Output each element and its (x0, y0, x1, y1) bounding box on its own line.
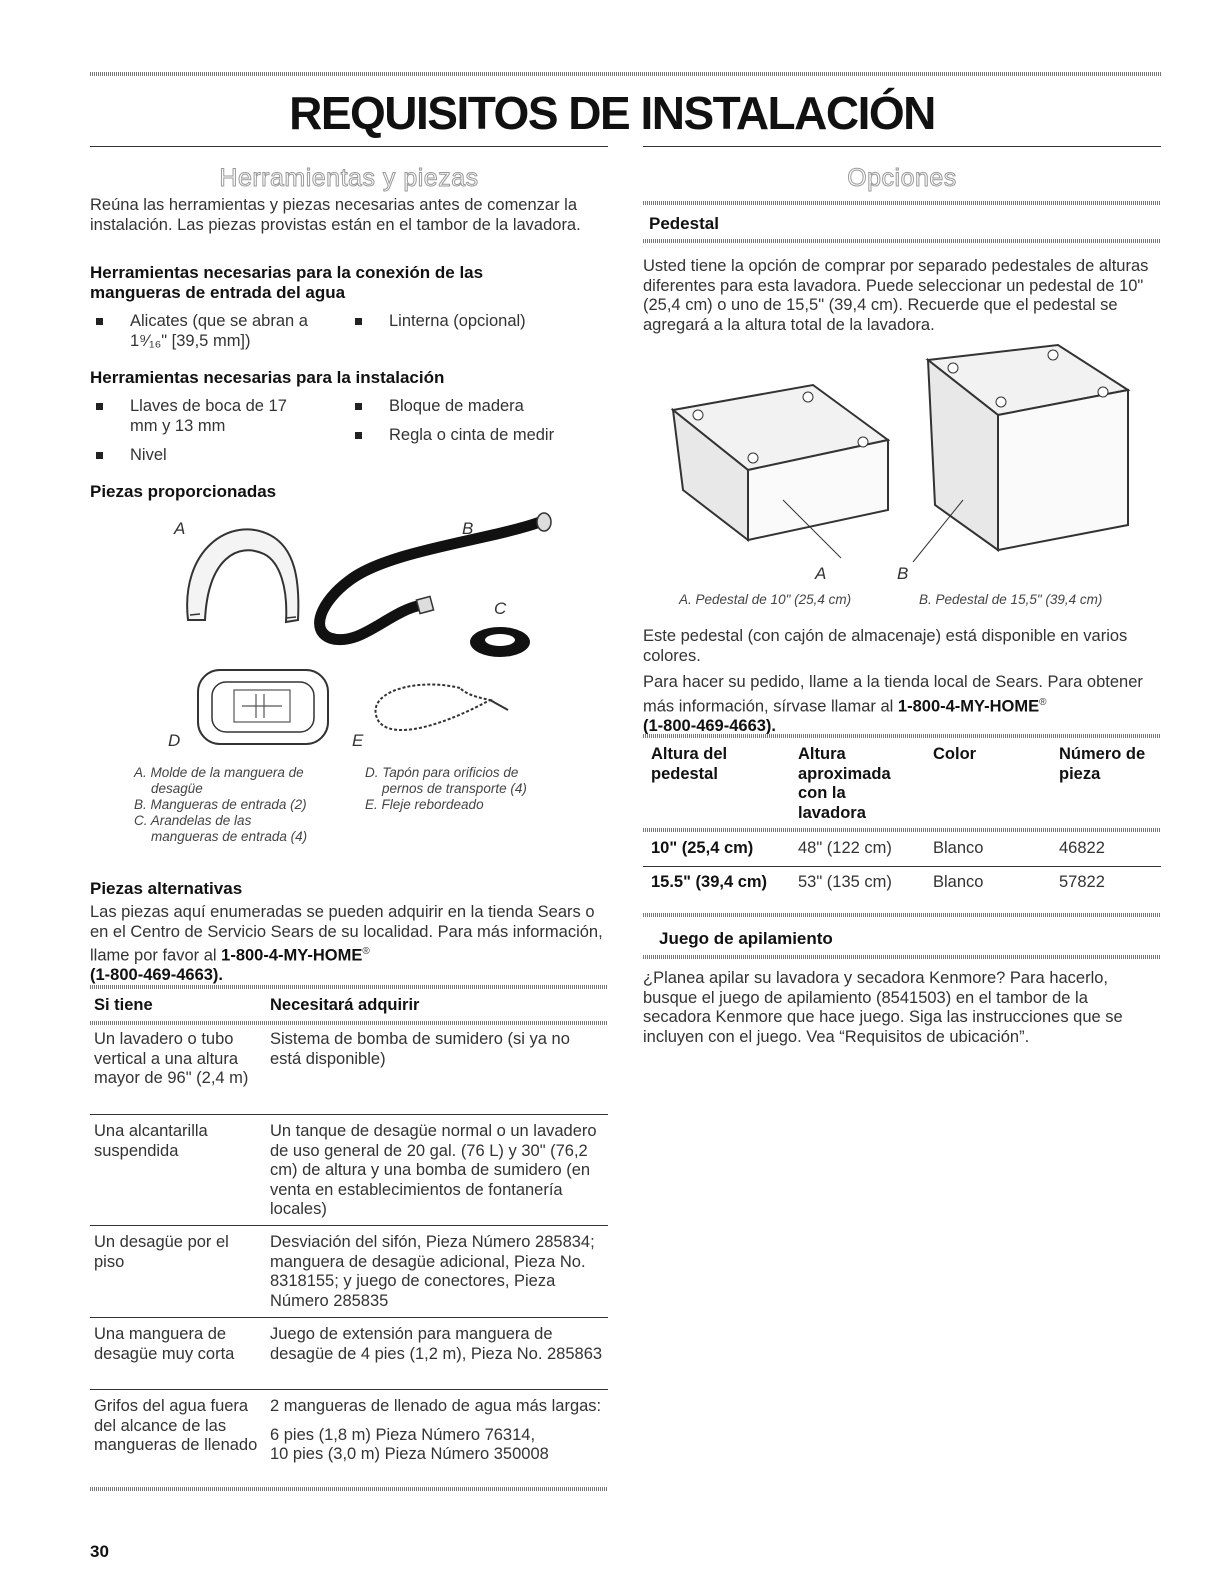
pedestal-label: B (897, 564, 909, 583)
pedestal-table-header: Número de pieza (1059, 745, 1146, 783)
pedestal-order-text: Para hacer su pedido, llame a la tienda local de Sears. Para obtener más información, sírvase llamar al 1-800-4-MY-HOME® (1-800-469-4663). (643, 673, 1143, 735)
tool-item: Regla o cinta de medir (349, 426, 599, 446)
pedestal-table-cell: 53" (135 cm) (798, 873, 892, 891)
alt-table-top-rule (90, 985, 608, 989)
alt-table-header: Necesitará adquirir (270, 996, 420, 1014)
alternative-parts-text: Las piezas aquí enumeradas se pueden adquirir en la tienda Sears o en el Centro de Servicio Sears de su localidad. Para más información, llame por favor al 1-800-4-MY-HOME® (1-800-469-4663). (90, 903, 603, 984)
parts-caption-right: D. Tapón para orificios de pernos de transporte (4) E. Fleje rebordeado (365, 765, 527, 812)
pedestal-table-cell: Blanco (933, 873, 984, 891)
pedestal-caption: A. Pedestal de 10" (25,4 cm) (679, 592, 852, 607)
pedestal-illustration (663, 340, 1143, 570)
alt-table-cell: Una manguera de desagüe muy corta (94, 1325, 235, 1363)
stacking-kit-text: ¿Planea apilar su lavadora y secadora Kenmore? Para hacerlo, busque el juego de apilamiento (8541503) en el tambor de la secadora Kenmore que hace juego. Siga las instrucciones que se incluyen con el juego. Vea “Requisitos de ubicación”. (643, 969, 1123, 1046)
alt-table-cell: Un lavadero o tubo vertical a una altura mayor de 96" (2,4 m) (94, 1030, 249, 1087)
page-number: 30 (90, 1542, 109, 1561)
tool-item: Bloque de madera (349, 397, 599, 417)
pedestal-bottom-rule (643, 239, 1161, 243)
hoses-tools-heading: Herramientas necesarias para la conexión de las mangueras de entrada del agua (90, 263, 484, 302)
alt-table-row-rule (90, 1225, 608, 1226)
pedestal-heading: Pedestal (649, 214, 719, 233)
tool-item: Linterna (opcional) (349, 312, 599, 332)
pedestal-table-header: Altura del pedestal (651, 745, 728, 783)
pedestal-table-cell: 46822 (1059, 839, 1105, 857)
pedestal-15in-icon (928, 345, 1128, 550)
pedestal-top-rule (643, 201, 1161, 205)
part-label: E (352, 731, 364, 750)
pedestal-table-cell: 57822 (1059, 873, 1105, 891)
alt-table-cell: 2 mangueras de llenado de agua más largas: 6 pies (1,8 m) Pieza Número 76314, 10 pies (3,0 m) Pieza Número 350008 (270, 1397, 602, 1463)
top-divider (90, 72, 1161, 76)
pedestal-text: Usted tiene la opción de comprar por separado pedestales de alturas diferentes para esta lavadora. Puede seleccionar un pedestal de 10" (25,4 cm) o uno de 15,5" (39,4 cm). Recuerde que el pedestal se agregará a la altura total de la lavadora. (643, 257, 1149, 334)
options-section-title: Opciones (847, 164, 957, 192)
stack-top-rule (643, 913, 1161, 917)
alt-table-header: Si tiene (94, 996, 153, 1014)
right-section-rule (643, 146, 1161, 147)
pedestal-table-header: Color (933, 745, 977, 763)
stack-bottom-rule (643, 955, 1161, 959)
pedestal-table-cell: Blanco (933, 839, 984, 857)
alt-table-row-rule (90, 1389, 608, 1390)
alt-table-cell: Un tanque de desagüe normal o un lavadero de uso general de 20 gal. (76 L) y 30" (76,2 cm) de altura y una bomba de sumidero (en venta en establecimientos de fontanería locales) (270, 1122, 597, 1218)
pedestal-caption: B. Pedestal de 15,5" (39,4 cm) (919, 592, 1103, 607)
alternative-parts-heading: Piezas alternativas (90, 879, 243, 898)
pedestal-colors-text: Este pedestal (con cajón de almacenaje) está disponible en varios colores. (643, 627, 1128, 665)
pedestal-table-cell: 10" (25,4 cm) (651, 839, 754, 857)
inlet-hose-icon (320, 522, 540, 640)
alt-table-cell: Una alcantarilla suspendida (94, 1122, 208, 1160)
part-label: A (174, 519, 186, 538)
part-label: D (168, 731, 181, 750)
beaded-strap-icon (376, 684, 490, 730)
pedestal-table-cell: 48" (122 cm) (798, 839, 892, 857)
pedestal-table-row-rule (643, 866, 1161, 867)
alt-table-row-rule (90, 1114, 608, 1115)
pedestal-table-top-rule (643, 734, 1161, 738)
tool-item: Llaves de boca de 17 mm y 13 mm (90, 397, 310, 436)
alt-table-bottom-rule (90, 1487, 608, 1491)
alt-table-cell: Desviación del sifón, Pieza Número 285834; manguera de desagüe adicional, Pieza No. 8318155; y juego de conectores, Pieza Número 285835 (270, 1233, 595, 1310)
pedestal-table-header-rule (643, 828, 1161, 832)
parts-caption-left: A. Molde de la manguera de desagüe B. Mangueras de entrada (2) C. Arandelas de las mangueras de entrada (4) (134, 765, 308, 844)
tools-section-title: Herramientas y piezas (219, 164, 479, 192)
alt-table-cell: Juego de extensión para manguera de desagüe de 4 pies (1,2 m), Pieza No. 285863 (270, 1325, 603, 1363)
part-label: C (494, 599, 507, 618)
page-title: REQUISITOS DE INSTALACIÓN (289, 87, 935, 139)
install-tools-heading: Herramientas necesarias para la instalación (90, 368, 445, 387)
pedestal-table-header: Altura aproximada con la lavadora (798, 745, 891, 822)
stacking-kit-heading: Juego de apilamiento (659, 929, 833, 948)
pedestal-table-cell: 15.5" (39,4 cm) (651, 873, 768, 891)
alt-table-cell: Grifos del agua fuera del alcance de las mangueras de llenado (94, 1397, 258, 1454)
parts-provided-heading: Piezas proporcionadas (90, 482, 277, 501)
alt-table-header-rule (90, 1021, 608, 1025)
drain-hose-form-icon (187, 529, 298, 622)
part-label: B (462, 519, 474, 538)
pedestal-10in-icon (673, 385, 888, 540)
parts-illustration (160, 510, 560, 750)
alt-table-row-rule (90, 1317, 608, 1318)
tool-item: Alicates (que se abran a 1⁹⁄₁₆" [39,5 mm]) (90, 312, 310, 351)
tools-intro: Reúna las herramientas y piezas necesarias antes de comenzar la instalación. Las piezas provistas están en el tambor de la lavadora. (90, 196, 581, 234)
left-section-rule (90, 146, 608, 147)
alt-table-cell: Sistema de bomba de sumidero (si ya no está disponible) (270, 1030, 570, 1068)
pedestal-label: A (815, 564, 827, 583)
tool-item: Nivel (90, 446, 310, 466)
alt-table-cell: Un desagüe por el piso (94, 1233, 229, 1271)
